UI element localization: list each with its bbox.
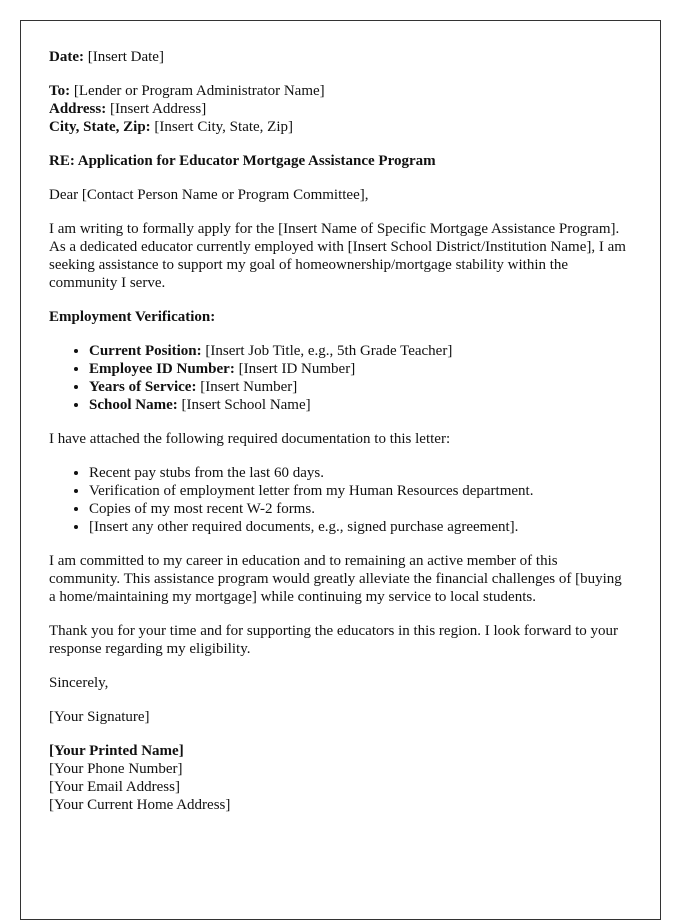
attachment-item: • Recent pay stubs from the last 60 days. <box>89 464 632 482</box>
item-value: [Insert Number] <box>200 379 298 395</box>
date-line <box>49 48 632 66</box>
address-value: [Insert Address] <box>109 101 207 117</box>
item-value: [Insert School Name] <box>181 397 311 413</box>
sender-block <box>49 742 632 814</box>
to-label: To: <box>49 83 71 99</box>
closing: Sincerely, <box>49 675 109 691</box>
city-label: City, State, Zip: <box>49 119 151 135</box>
attachment-item: • [Insert any other required documents, e.g., signed purchase agreement]. <box>89 518 632 536</box>
attachment-item: • Verification of employment letter from my Human Resources department. <box>89 482 632 500</box>
city-value: [Insert City, State, Zip] <box>154 119 294 135</box>
thanks-paragraph: Thank you for your time and for supporting the educators in this region. I look forward to your response regarding my eligibility. <box>49 623 619 657</box>
item-label: Employee ID Number: <box>89 361 235 377</box>
signature: [Your Signature] <box>49 709 150 725</box>
salutation: Dear [Contact Person Name or Program Committee], <box>49 187 369 203</box>
recipient-block <box>49 82 632 136</box>
item-label: Years of Service: <box>89 379 197 395</box>
attachments-list <box>49 464 632 536</box>
phone-number: [Your Phone Number] <box>49 761 183 777</box>
employment-item-position <box>89 342 632 360</box>
attachments-intro: I have attached the following required documentation to this letter: <box>49 431 451 447</box>
letter-page <box>20 20 661 920</box>
document-viewport <box>20 20 661 813</box>
subject-line <box>49 152 632 170</box>
home-address: [Your Current Home Address] <box>49 797 231 813</box>
printed-name: [Your Printed Name] <box>49 743 184 759</box>
intro-paragraph: I am writing to formally apply for the [Insert Name of Specific Mortgage Assistance Program]. As a dedicated educator currently employed with [Insert School District/Institution Name], I am seeking assistance to support my goal of homeownership/mortgage stability within the community I serve. <box>49 221 626 291</box>
employment-heading-text: Employment Verification: <box>49 309 216 325</box>
date-label: Date: <box>49 49 84 65</box>
subject-text: RE: Application for Educator Mortgage Assistance Program <box>49 153 436 169</box>
city-state-zip-line <box>49 118 632 136</box>
email-address: [Your Email Address] <box>49 779 180 795</box>
attachment-item: • Copies of my most recent W-2 forms. <box>89 500 632 518</box>
to-line <box>49 82 632 100</box>
employment-item-school <box>89 396 632 414</box>
address-label: Address: <box>49 101 107 117</box>
to-value: [Lender or Program Administrator Name] <box>73 83 325 99</box>
item-value: [Insert ID Number] <box>238 361 356 377</box>
address-line <box>49 100 632 118</box>
item-value: [Insert Job Title, e.g., 5th Grade Teacher] <box>205 343 453 359</box>
employment-list <box>49 342 632 414</box>
employment-heading <box>49 308 632 326</box>
commitment-paragraph: I am committed to my career in education and to remaining an active member of this community. This assistance program would greatly alleviate the financial challenges of [buying a home/maintaining my mortgage] while continuing my service to local students. <box>49 553 622 605</box>
employment-item-years <box>89 378 632 396</box>
date-value: [Insert Date] <box>87 49 164 65</box>
employment-item-employee-id <box>89 360 632 378</box>
item-label: Current Position: <box>89 343 202 359</box>
item-label: School Name: <box>89 397 178 413</box>
